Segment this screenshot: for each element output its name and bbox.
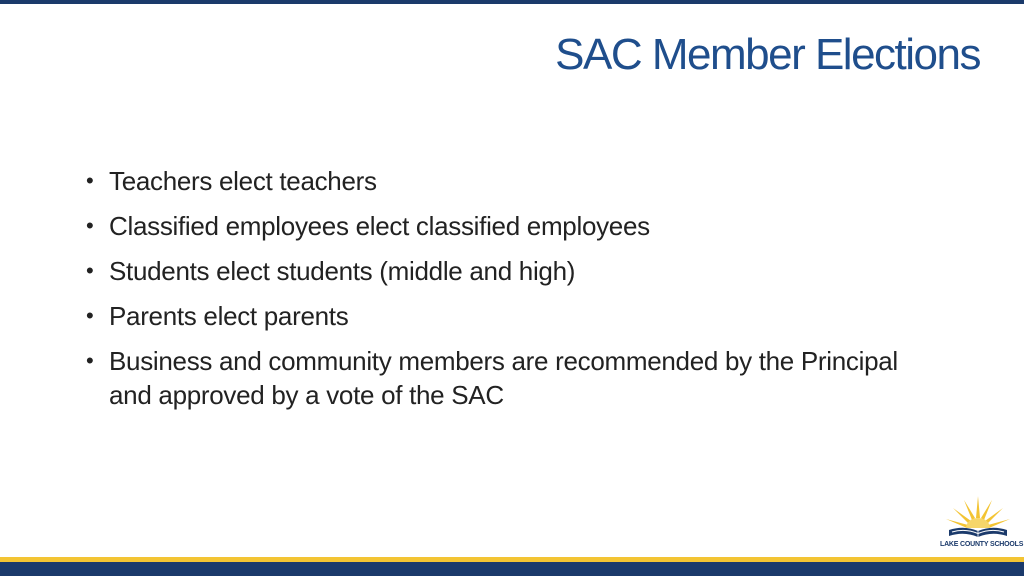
bullet-item (86, 209, 926, 243)
bullet-item (86, 299, 926, 333)
bullet-text: Parents elect parents (109, 301, 349, 331)
bullet-dot-icon: • (86, 213, 94, 238)
bullet-item (86, 254, 926, 288)
top-accent-bar (0, 0, 1024, 4)
bullet-text: Business and community members are recommended by the Principal and approved by a vote of the SAC (109, 346, 898, 410)
bullet-item (86, 344, 926, 412)
bullet-text: Students elect students (middle and high) (109, 256, 576, 286)
sunburst-book-icon (940, 494, 1016, 542)
logo-text: LAKE COUNTY SCHOOLS (940, 541, 1024, 548)
slide-title: SAC Member Elections (555, 30, 980, 79)
bullet-dot-icon: • (86, 258, 94, 283)
bullet-text: Teachers elect teachers (109, 166, 377, 196)
bullet-dot-icon: • (86, 168, 94, 193)
bullet-dot-icon: • (86, 348, 94, 373)
bullet-dot-icon: • (86, 303, 94, 328)
bottom-navy-bar (0, 562, 1024, 576)
bullet-list (86, 164, 926, 423)
bullet-item (86, 164, 926, 198)
bullet-text: Classified employees elect classified employees (109, 211, 650, 241)
lake-county-schools-logo (940, 494, 1024, 554)
